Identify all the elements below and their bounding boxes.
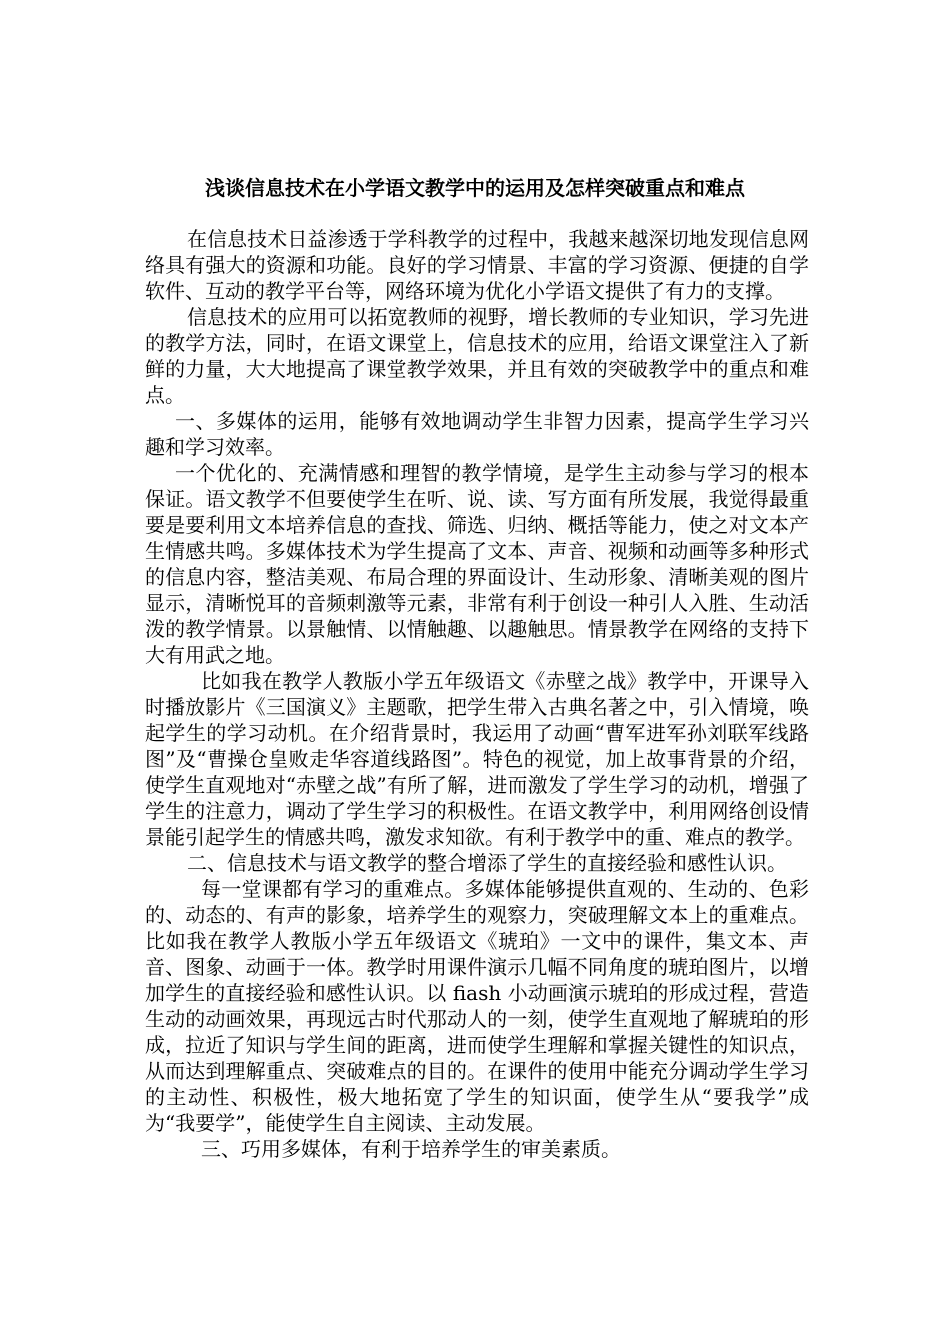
- paragraph-intro: 在信息技术日益渗透于学科教学的过程中，我越来越深切地发现信息网络具有强大的资源和功能。良好的学习情景、丰富的学习资源、便捷的自学软件、互动的教学平台等，网络环境为优化小学语文提供了有力的支撑。: [145, 227, 809, 303]
- paragraph-amber-example: 每一堂课都有学习的重难点。多媒体能够提供直观的、生动的、色彩的、动态的、有声的影象，培养学生的观察力，突破理解文本上的重难点。比如我在教学人教版小学五年级语文《琥珀》一文中的课件，集文本、声音、图象、动画于一体。教学时用课件演示几幅不同角度的琥珀图片，以增加学生的直接经验和感性认识。以 fiash 小动画演示琥珀的形成过程，营造生动的动画效果，再现远古时代那动人的一刻，使学生直观地了解琥珀的形成，拉近了知识与学生间的距离，进而使学生理解和掌握关键性的知识点，从而达到理解重点、突破难点的目的。在课件的使用中能充分调动学生学习的主动性、积极性，极大地拓宽了学生的知识面，使学生从“要我学”成为“我要学”，能使学生自主阅读、主动发展。: [145, 877, 809, 1135]
- paragraph-chibi-example: 比如我在教学人教版小学五年级语文《赤壁之战》教学中，开课导入时播放影片《三国演义》主题歌，把学生带入古典名著之中，引入情境，唤起学生的学习动机。在介绍背景时，我运用了动画“曹军进军孙刘联军线路图”及“曹操仓皇败走华容道线路图”。特色的视觉，加上故事背景的介绍，使学生直观地对“赤壁之战”有所了解，进而激发了学生学习的动机，增强了学生的注意力，调动了学生学习的积极性。在语文教学中，利用网络创设情景能引起学生的情感共鸣，激发求知欲。有利于教学中的重、难点的教学。: [145, 669, 809, 849]
- section-heading-1: 一、多媒体的运用，能够有效地调动学生非智力因素，提高学生学习兴趣和学习效率。: [145, 409, 809, 459]
- paragraph-application: 信息技术的应用可以拓宽教师的视野，增长教师的专业知识，学习先进的教学方法，同时，在语文课堂上，信息技术的应用，给语文课堂注入了新鲜的力量，大大地提高了课堂教学效果，并且有效的突破教学中的重点和难点。: [145, 305, 809, 407]
- paragraph-teaching-situation: 一个优化的、充满情感和理智的教学情境，是学生主动参与学习的根本保证。语文教学不但要使学生在听、说、读、写方面有所发展，我觉得最重要是要利用文本培养信息的查找、筛选、归纳、概括等能力，使之对文本产生情感共鸣。多媒体技术为学生提高了文本、声音、视频和动画等多种形式的信息内容，整洁美观、布局合理的界面设计、生动形象、清晰美观的图片显示，清晰悦耳的音频刺激等元素，非常有利于创设一种引人入胜、生动活泼的教学情景。以景触情、以情触趣、以趣触思。情景教学在网络的支持下大有用武之地。: [145, 461, 809, 667]
- section-heading-2: 二、信息技术与语文教学的整合增添了学生的直接经验和感性认识。: [187, 851, 787, 875]
- document-body: [145, 226, 809, 1162]
- section-heading-3: 三、巧用多媒体，有利于培养学生的审美素质。: [201, 1137, 621, 1161]
- document-title: 浅谈信息技术在小学语文教学中的运用及怎样突破重点和难点: [205, 176, 745, 200]
